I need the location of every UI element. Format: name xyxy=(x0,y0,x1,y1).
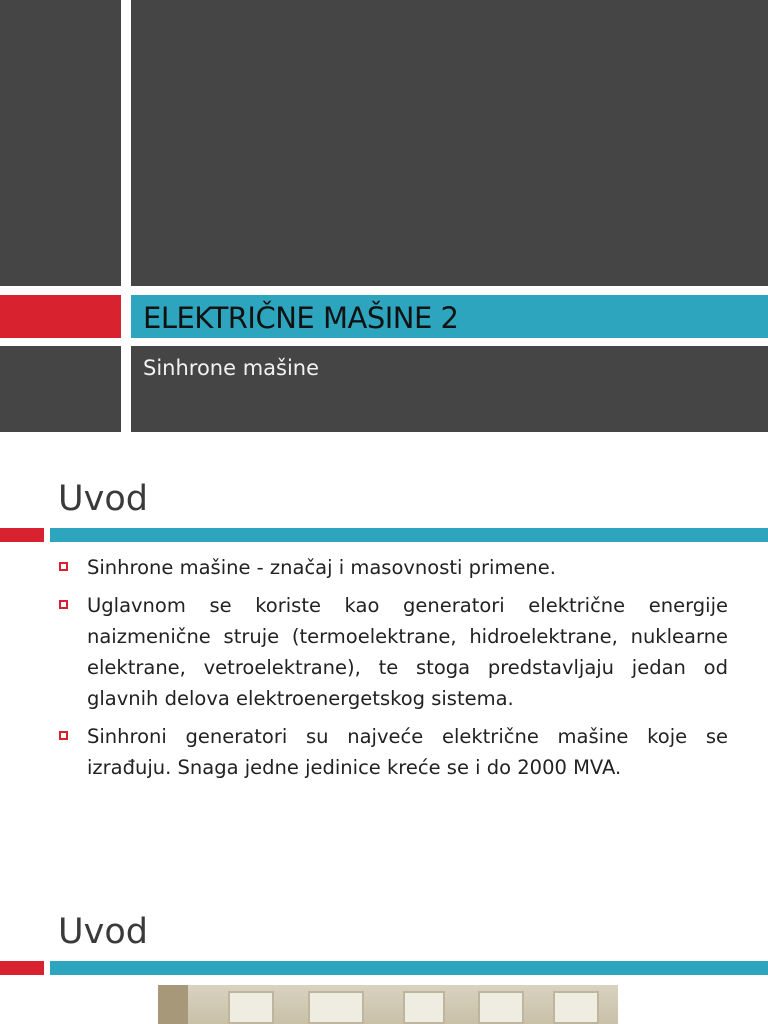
list-item xyxy=(58,552,728,583)
photo-window xyxy=(308,991,364,1024)
slide-heading: Uvod xyxy=(58,912,148,952)
hollow-square-bullet-icon xyxy=(59,600,68,609)
heading-accent-teal xyxy=(50,528,768,542)
hollow-square-bullet-icon xyxy=(59,562,68,571)
title-accent-red xyxy=(0,295,121,338)
slide-heading: Uvod xyxy=(58,479,148,519)
slide-title: ELEKTRIČNE MAŠINE 2 xyxy=(143,301,459,335)
bullet-text: Sinhroni generatori su najveće električne mašine koje se izrađuju. Snaga jedne jedinice kreće se i do 2000 MVA. xyxy=(87,725,728,779)
heading-accent-red xyxy=(0,961,44,975)
heading-accent-teal xyxy=(50,961,768,975)
bullet-text: Uglavnom se koriste kao generatori električne energije naizmenične struje (termoelektrane, hidroelektrane, nuklearne elektrane, vetroelektrane), te stoga predstavljaju jedan od glavnih delova elektroenergetskog sistema. xyxy=(87,594,728,710)
photo-window xyxy=(478,991,524,1024)
list-item xyxy=(58,590,728,714)
photo-window xyxy=(553,991,599,1024)
decorative-panel xyxy=(131,0,768,286)
bullet-list xyxy=(58,552,728,790)
decorative-panel xyxy=(0,0,121,286)
heading-accent-red xyxy=(0,528,44,542)
photo-window xyxy=(403,991,445,1024)
bullet-text: Sinhrone mašine - značaj i masovnosti primene. xyxy=(87,556,556,579)
photo-detail xyxy=(158,985,188,1024)
hollow-square-bullet-icon xyxy=(59,731,68,740)
slide-subtitle: Sinhrone mašine xyxy=(143,356,320,380)
decorative-panel xyxy=(0,346,121,432)
photo-window xyxy=(228,991,274,1024)
title-slide xyxy=(0,0,768,432)
slide-photo xyxy=(158,985,618,1024)
list-item xyxy=(58,721,728,783)
